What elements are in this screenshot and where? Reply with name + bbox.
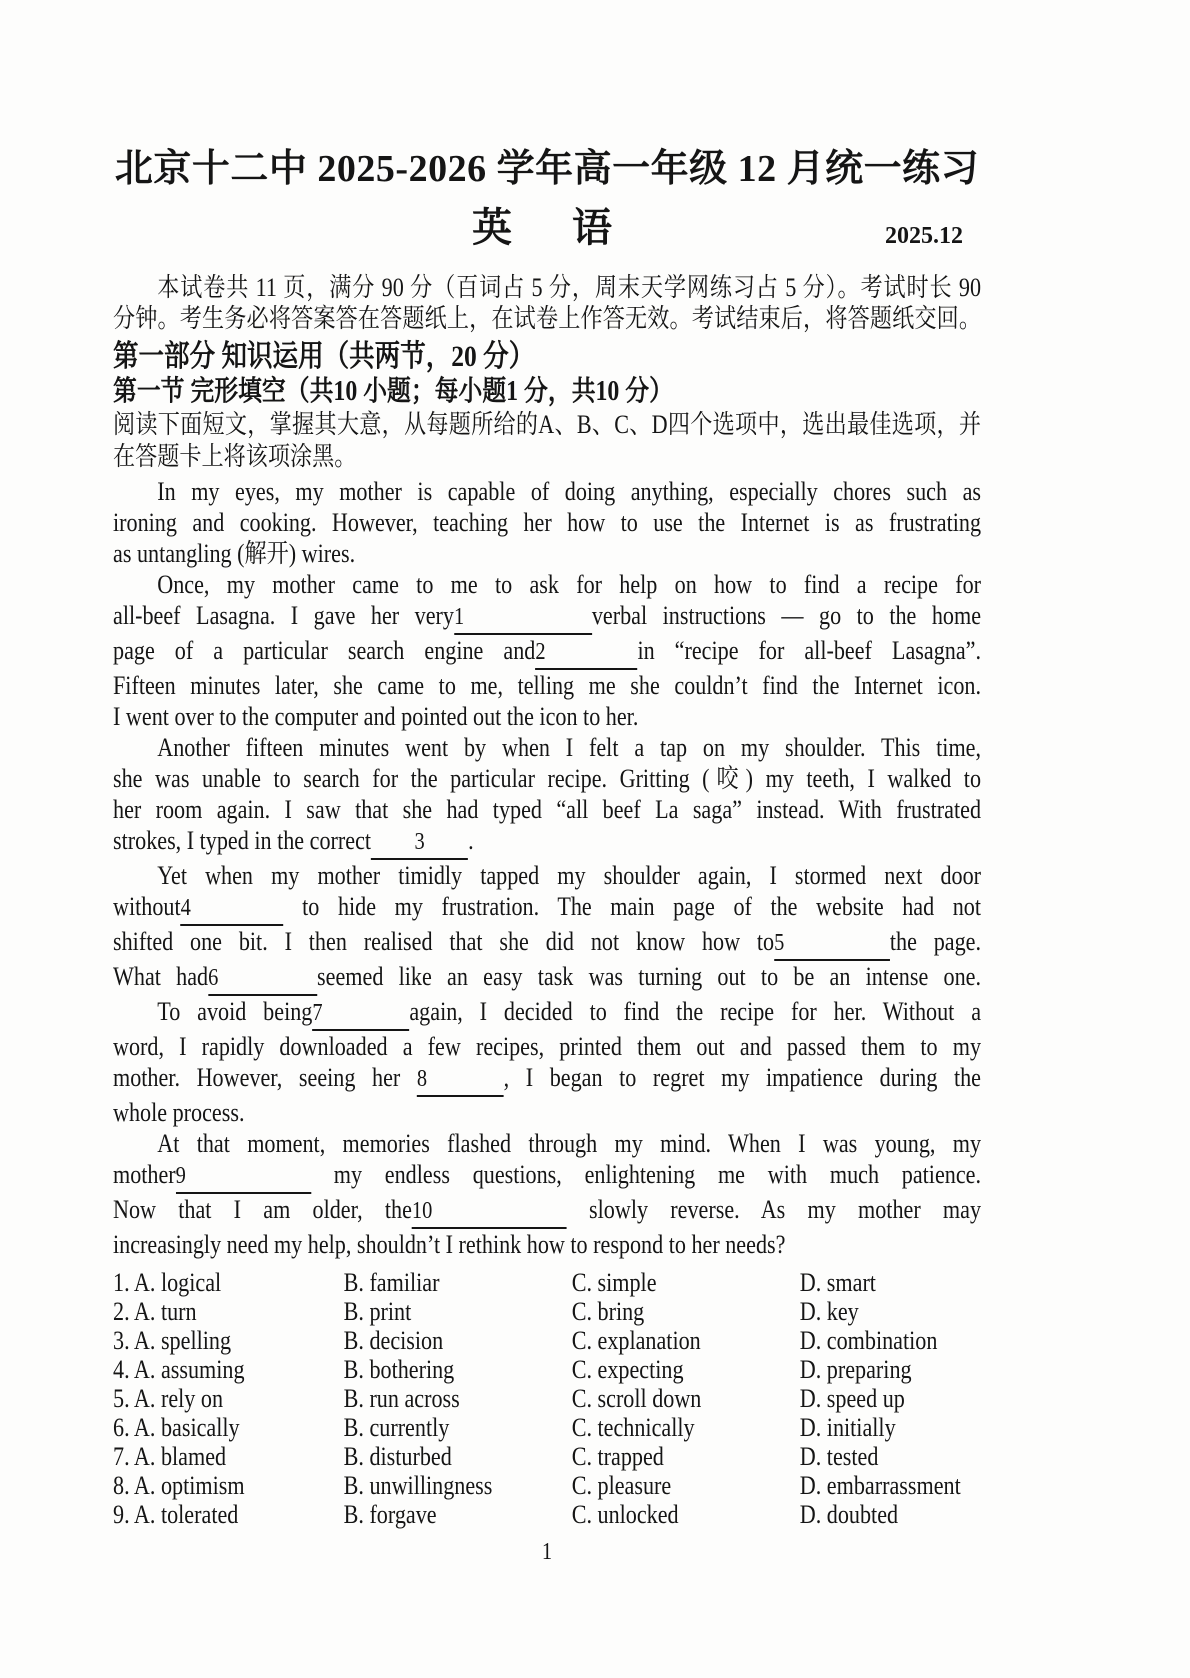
passage-line: I went over to the computer and pointed out the icon to her. — [113, 702, 639, 731]
passage-line: she was unable to search for the particular recipe. Gritting (咬) my teeth, I walked to — [113, 764, 982, 793]
option-9-a: 9. A. tolerated — [113, 1500, 239, 1529]
passage-line: Yet when my mother timidly tapped my shoulder again, I stormed next door — [157, 861, 982, 890]
cloze-directions — [113, 409, 981, 473]
option-9-d: D. doubted — [799, 1500, 899, 1529]
page-number: 1 — [541, 1539, 553, 1565]
option-row-6 — [113, 1413, 981, 1442]
option-2-c: C. bring — [571, 1297, 645, 1326]
body-block — [113, 272, 981, 1566]
directions-line: 阅读下面短文，掌握其大意，从每题所给的A、B、C、D四个选项中，选出最佳选项，并 — [113, 410, 982, 439]
option-8-b: B. unwillingness — [343, 1471, 493, 1500]
option-8-c: C. pleasure — [571, 1471, 672, 1500]
option-4-d: D. preparing — [799, 1355, 912, 1384]
passage-line: increasingly need my help, shouldn’t I rethink how to respond to her needs? — [113, 1230, 786, 1259]
exam-title: 北京十二中 2025-2026 学年高一年级 12 月统一练习 — [114, 148, 980, 190]
cloze-blank-6: 6 — [208, 963, 317, 996]
passage-line: shifted one bit. I then realised that she did not know how to5 the page. — [113, 926, 981, 961]
option-5-d: D. speed up — [799, 1384, 905, 1413]
option-row-2 — [113, 1297, 981, 1326]
option-row-7 — [113, 1442, 981, 1471]
cloze-blank-1: 1 — [454, 602, 592, 635]
notice-line: 分钟。考生务必将答案答在答题纸上，在试卷上作答无效。考试结束后，将答题纸交回。 — [113, 304, 982, 333]
option-6-d: D. initially — [799, 1413, 896, 1442]
passage-line: word, I rapidly downloaded a few recipes, printed them out and passed them to my — [113, 1032, 982, 1061]
option-row-8 — [113, 1471, 981, 1500]
passage-line: Now that I am older, the10 slowly reverse. As my mother may — [113, 1194, 981, 1229]
passage-line: all-beef Lasagna. I gave her very1 verbal instructions — go to the home — [113, 600, 981, 635]
option-3-a: 3. A. spelling — [113, 1326, 232, 1355]
option-7-c: C. trapped — [571, 1442, 664, 1471]
passage-paragraph — [113, 476, 981, 569]
passage-line: Once, my mother came to me to ask for help on how to find a recipe for — [157, 570, 982, 599]
option-3-d: D. combination — [799, 1326, 938, 1355]
cloze-blank-8: 8 — [417, 1064, 504, 1097]
passage-paragraph — [113, 569, 981, 732]
option-1-a: 1. A. logical — [113, 1268, 222, 1297]
cloze-blank-2: 2 — [535, 637, 637, 670]
passage-line: as untangling (解开) wires. — [113, 539, 356, 568]
part1-heading: 第一部分 知识运用（共两节，20 分） — [113, 340, 535, 373]
cloze-options — [113, 1268, 981, 1529]
subject-title: 英 语 — [472, 205, 622, 250]
cloze-blank-9: 9 — [176, 1161, 311, 1194]
option-row-1 — [113, 1268, 981, 1297]
passage-paragraph — [113, 1128, 981, 1260]
option-row-3 — [113, 1326, 981, 1355]
option-5-c: C. scroll down — [571, 1384, 702, 1413]
subject-row — [113, 204, 981, 252]
option-5-b: B. run across — [343, 1384, 460, 1413]
passage-line: whole process. — [113, 1098, 245, 1127]
passage-line: ironing and cooking. However, teaching her how to use the Internet is as frustrating — [113, 508, 982, 537]
option-6-a: 6. A. basically — [113, 1413, 240, 1442]
passage-line: page of a particular search engine and2 in “recipe for all-beef Lasagna”. — [113, 635, 981, 670]
option-1-b: B. familiar — [343, 1268, 440, 1297]
passage-paragraph — [113, 860, 981, 996]
passage-line: her room again. I saw that she had typed “all beef La saga” instead. With frustrated — [113, 795, 982, 824]
cloze-blank-7: 7 — [312, 998, 409, 1031]
cloze-blank-5: 5 — [774, 928, 890, 961]
passage-line: Another fifteen minutes went by when I felt a tap on my shoulder. This time, — [157, 733, 982, 762]
option-5-a: 5. A. rely on — [113, 1384, 224, 1413]
exam-notice — [113, 272, 981, 334]
cloze-blank-10: 10 — [412, 1196, 567, 1229]
passage-paragraph — [113, 996, 981, 1128]
option-6-b: B. currently — [343, 1413, 450, 1442]
option-3-b: B. decision — [343, 1326, 444, 1355]
passage-line: At that moment, memories flashed through my mind. When I was young, my — [157, 1129, 982, 1158]
passage-line: strokes, I typed in the correct 3 . — [113, 825, 981, 860]
option-2-b: B. print — [343, 1297, 412, 1326]
option-1-c: C. simple — [571, 1268, 657, 1297]
option-6-c: C. technically — [571, 1413, 695, 1442]
option-row-4 — [113, 1355, 981, 1384]
passage-line: without4 to hide my frustration. The main page of the website had not — [113, 891, 981, 926]
passage-line: mother9 my endless questions, enlightening me with much patience. — [113, 1159, 981, 1194]
directions-line: 在答题卡上将该项涂黑。 — [113, 442, 357, 471]
passage-line: What had6 seemed like an easy task was turning out to be an intense one. — [113, 961, 981, 996]
cloze-passage — [113, 476, 981, 1260]
option-7-a: 7. A. blamed — [113, 1442, 227, 1471]
option-4-c: C. expecting — [571, 1355, 684, 1384]
option-1-d: D. smart — [799, 1268, 876, 1297]
option-8-a: 8. A. optimism — [113, 1471, 245, 1500]
option-9-c: C. unlocked — [571, 1500, 679, 1529]
section1-heading: 第一节 完形填空（共10 小题；每小题1 分，共10 分） — [113, 376, 673, 407]
cloze-blank-4: 4 — [181, 893, 284, 926]
exam-date: 2025.12 — [885, 223, 963, 249]
option-row-9 — [113, 1500, 981, 1529]
option-2-d: D. key — [799, 1297, 859, 1326]
cloze-blank-3: 3 — [371, 827, 468, 860]
option-2-a: 2. A. turn — [113, 1297, 197, 1326]
option-4-b: B. bothering — [343, 1355, 455, 1384]
passage-paragraph — [113, 732, 981, 860]
passage-line: In my eyes, my mother is capable of doing anything, especially chores such as — [157, 477, 982, 506]
option-row-5 — [113, 1384, 981, 1413]
option-7-d: D. tested — [799, 1442, 879, 1471]
option-4-a: 4. A. assuming — [113, 1355, 245, 1384]
passage-line: Fifteen minutes later, she came to me, telling me she couldn’t find the Internet icon. — [113, 671, 982, 700]
content-column — [113, 146, 981, 1566]
option-9-b: B. forgave — [343, 1500, 437, 1529]
option-3-c: C. explanation — [571, 1326, 701, 1355]
passage-line: mother. However, seeing her 8 , I began to regret my impatience during the — [113, 1062, 981, 1097]
notice-line: 本试卷共 11 页，满分 90 分（百词占 5 分，周末天学网练习占 5 分）。考试时长 90 — [157, 273, 982, 302]
option-7-b: B. disturbed — [343, 1442, 452, 1471]
passage-line: To avoid being7 again, I decided to find the recipe for her. Without a — [113, 996, 981, 1031]
option-8-d: D. embarrassment — [799, 1471, 961, 1500]
